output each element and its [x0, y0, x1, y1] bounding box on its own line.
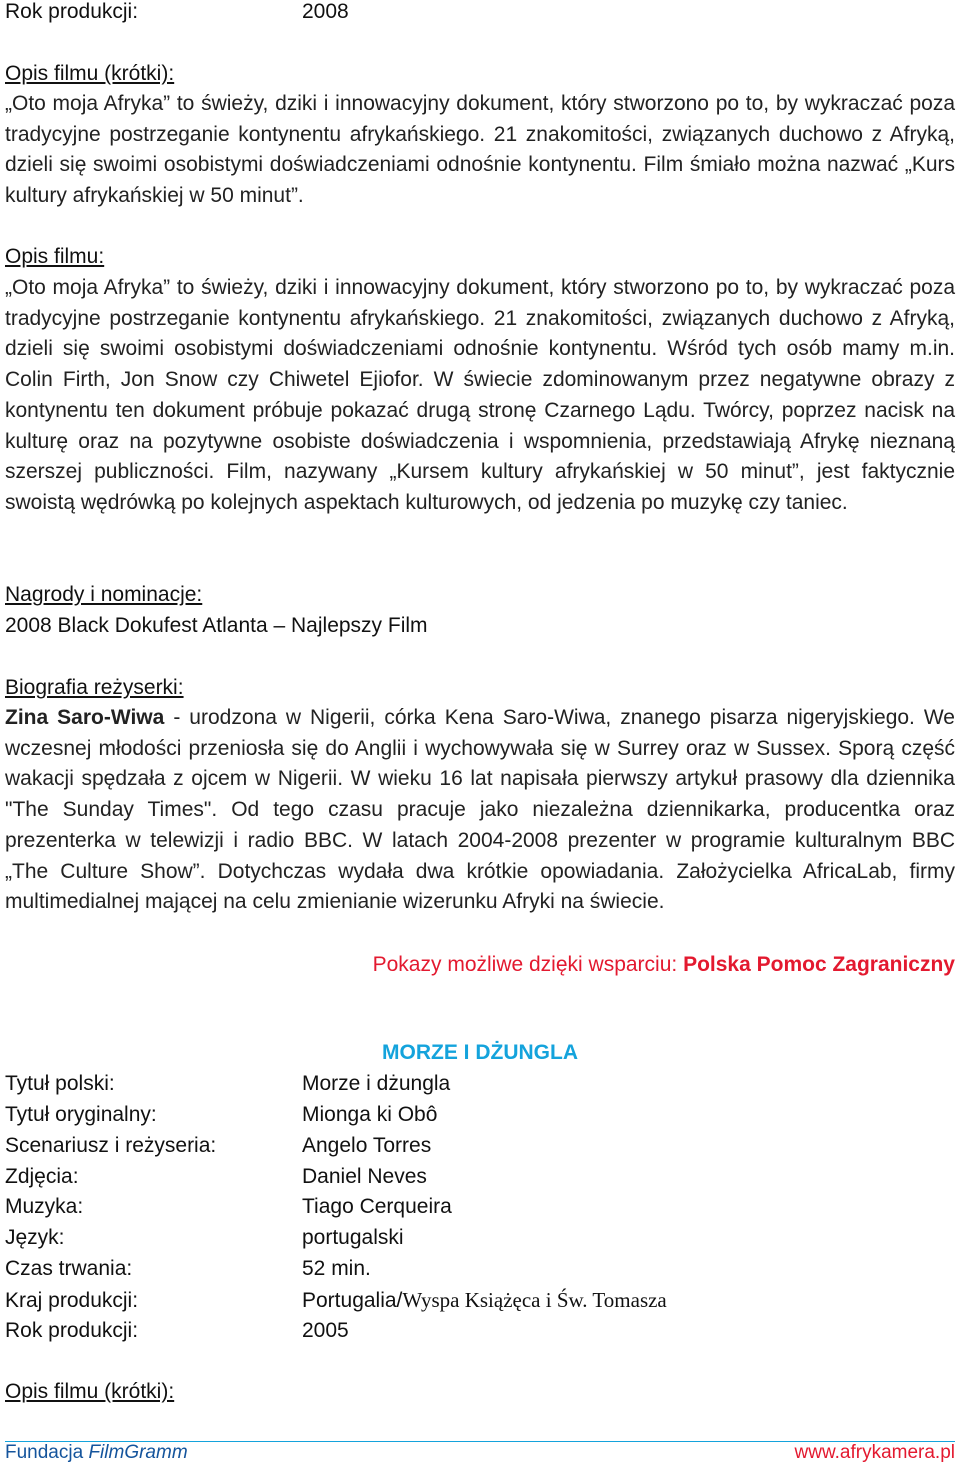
awards-item: 2008 Black Dokufest Atlanta – Najlepszy Film — [5, 614, 428, 637]
awards-heading: Nagrody i nominacje: — [5, 583, 203, 606]
film-row-value: Mionga ki Obô — [302, 1103, 438, 1126]
film-row-label: Muzyka: — [5, 1195, 84, 1218]
film-row-value-a: Portugalia/ — [302, 1289, 403, 1312]
film-row-label: Tytuł polski: — [5, 1072, 115, 1095]
film-row-label: Kraj produkcji: — [5, 1289, 139, 1312]
film-title: MORZE I DŻUNGLA — [382, 1041, 578, 1064]
year-value: 2008 — [302, 0, 349, 23]
footer-org-prefix: Fundacja — [5, 1442, 89, 1463]
long-desc-paragraph: „Oto moja Afryka” to świeży, dziki i innowacyjny dokument, który stworzono po to, by wykraczać poza tradycyjne postrzeganie kontynentu afrykańskiego. 21 znakomitości, związanych duchowo z Afryką, dzieli się swoimi osobistymi doświadczeniami odnośnie kontynentu. Wśród tych osób mamy m.in. Colin Firth, Jon Snow czy Chiwetel Ejiofor. W świecie zdominowanym przez negatywne obrazy z kontynentu ten dokument próbuje pokazać drugą stronę Czarnego Lądu. Twórcy, poprzez nacisk na kulturę oraz na pozytywne osobiste doświadczenia i wspomnienia, przedstawiają Afrykę nieznaną szerszej publiczności. Film, nazywany „Kursem kultury afrykańskiej w 50 minut”, jest faktycznie swoistą wędrówką po kolejnych aspektach kulturowych, od jedzenia po muzykę czy taniec. — [5, 276, 955, 514]
film-row-value: 52 min. — [302, 1257, 371, 1280]
bio-heading: Biografia reżyserki: — [5, 676, 184, 699]
film-row-value: Angelo Torres — [302, 1134, 432, 1157]
film-row-label: Czas trwania: — [5, 1257, 133, 1280]
short-desc-heading: Opis filmu (krótki): — [5, 62, 175, 85]
film-row-value: Morze i dżungla — [302, 1072, 451, 1095]
support-label: Pokazy możliwe dzięki wsparciu: — [372, 953, 684, 976]
long-desc-text — [5, 273, 955, 519]
footer-org — [5, 1441, 188, 1465]
film-row-value: Daniel Neves — [302, 1165, 427, 1188]
film-row-value: portugalski — [302, 1226, 404, 1249]
film-row — [5, 1223, 404, 1253]
long-desc-heading: Opis filmu: — [5, 245, 105, 268]
footer-org-name: FilmGramm — [88, 1442, 188, 1463]
film-row — [5, 1192, 452, 1222]
support-org: Polska Pomoc Zagraniczny — [683, 953, 955, 976]
film-row — [5, 1254, 371, 1284]
bio-paragraph — [5, 703, 955, 918]
film-row-label: Zdjęcia: — [5, 1165, 79, 1188]
short-desc-paragraph: „Oto moja Afryka” to świeży, dziki i innowacyjny dokument, który stworzono po to, by wykraczać poza tradycyjne postrzeganie kontynentu afrykańskiego. 21 znakomitości, związanych duchowo z Afryką, dzieli się swoimi osobistymi doświadczeniami odnośnie kontynentu. Film śmiało można nazwać „Kurs kultury afrykańskiej w 50 minut”. — [5, 92, 955, 208]
film-row-label: Język: — [5, 1226, 65, 1249]
film-row-label: Tytuł oryginalny: — [5, 1103, 157, 1126]
film-row — [5, 1285, 667, 1316]
bio-body: - urodzona w Nigerii, córka Kena Saro-Wiwa, znanego pisarza nigeryjskiego. We wczesnej młodości przeniosła się do Anglii i wychowywała się w Surrey oraz w Sussex. Sporą część wakacji spędzała z ojcem w Nigerii. W wieku 16 lat napisała pierwszy artykuł prasowy dla dziennika "The Sunday Times". Od tego czasu pracuje jako niezależna dziennikarka, producentka oraz prezenterka w telewizji i radio BBC. W latach 2004-2008 prezenter w programie kulturalnym BBC „The Culture Show”. Dotychczas wydała dwa krótkie opowiadania. Założycielka AfricaLab, firmy multimedialnej mającej na celu zmienianie wizerunku Afryki na świecie. — [5, 706, 955, 914]
film-row — [5, 1131, 431, 1161]
film-row — [5, 1316, 349, 1346]
support-line — [373, 950, 955, 980]
film-row-value-b: Wyspa Książęca i Św. Tomasza — [402, 1288, 667, 1312]
footer-url-link[interactable]: www.afrykamera.pl — [794, 1442, 955, 1463]
film-row-label: Scenariusz i reżyseria: — [5, 1134, 217, 1157]
year-row — [5, 0, 349, 27]
film-row — [5, 1100, 437, 1130]
bio-text — [5, 703, 955, 918]
year-label: Rok produkcji: — [5, 0, 139, 23]
director-name: Zina Saro-Wiwa — [5, 706, 165, 729]
film-row-value: 2005 — [302, 1319, 349, 1342]
film-row — [5, 1069, 450, 1099]
film-row-value: Tiago Cerqueira — [302, 1195, 452, 1218]
short-desc-text — [5, 89, 955, 212]
film-row-label: Rok produkcji: — [5, 1319, 139, 1342]
film-row — [5, 1162, 427, 1192]
film2-short-heading: Opis filmu (krótki): — [5, 1380, 175, 1403]
